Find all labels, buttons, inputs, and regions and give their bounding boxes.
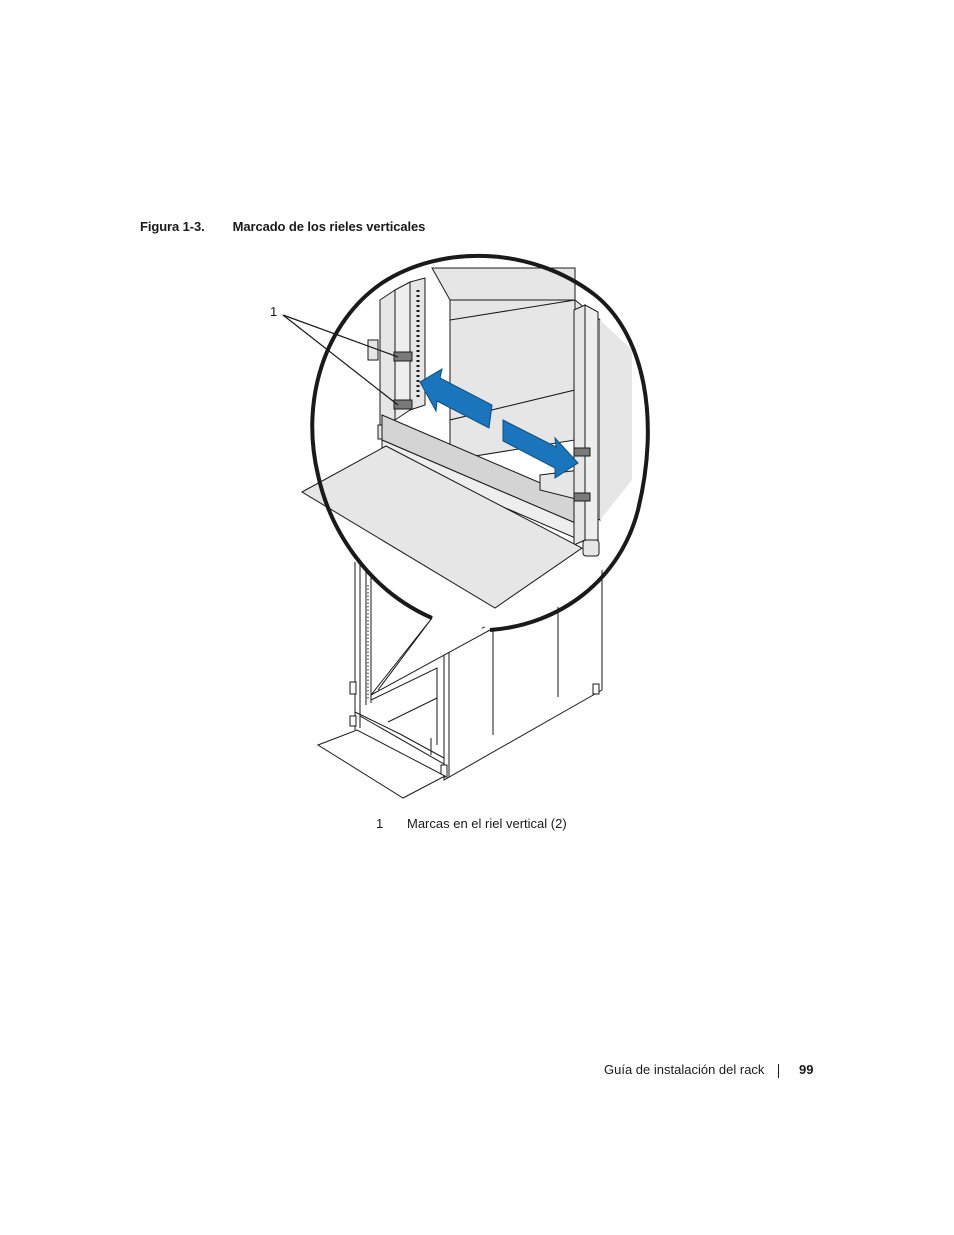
callout-number: 1 — [270, 304, 278, 319]
rail-marker-right-bottom — [574, 493, 590, 501]
figure-title: Marcado de los rieles verticales — [232, 219, 426, 234]
magnified-view — [302, 260, 643, 628]
legend-number: 1 — [376, 816, 384, 831]
legend-text: Marcas en el riel vertical (2) — [407, 816, 567, 831]
footer-separator — [778, 1064, 779, 1078]
rail-marker-right-top — [574, 448, 590, 456]
footer-title: Guía de instalación del rack — [604, 1062, 765, 1077]
page-number: 99 — [799, 1062, 814, 1077]
legend-row — [376, 816, 567, 831]
figure-label: Figura 1-3. — [140, 219, 205, 234]
